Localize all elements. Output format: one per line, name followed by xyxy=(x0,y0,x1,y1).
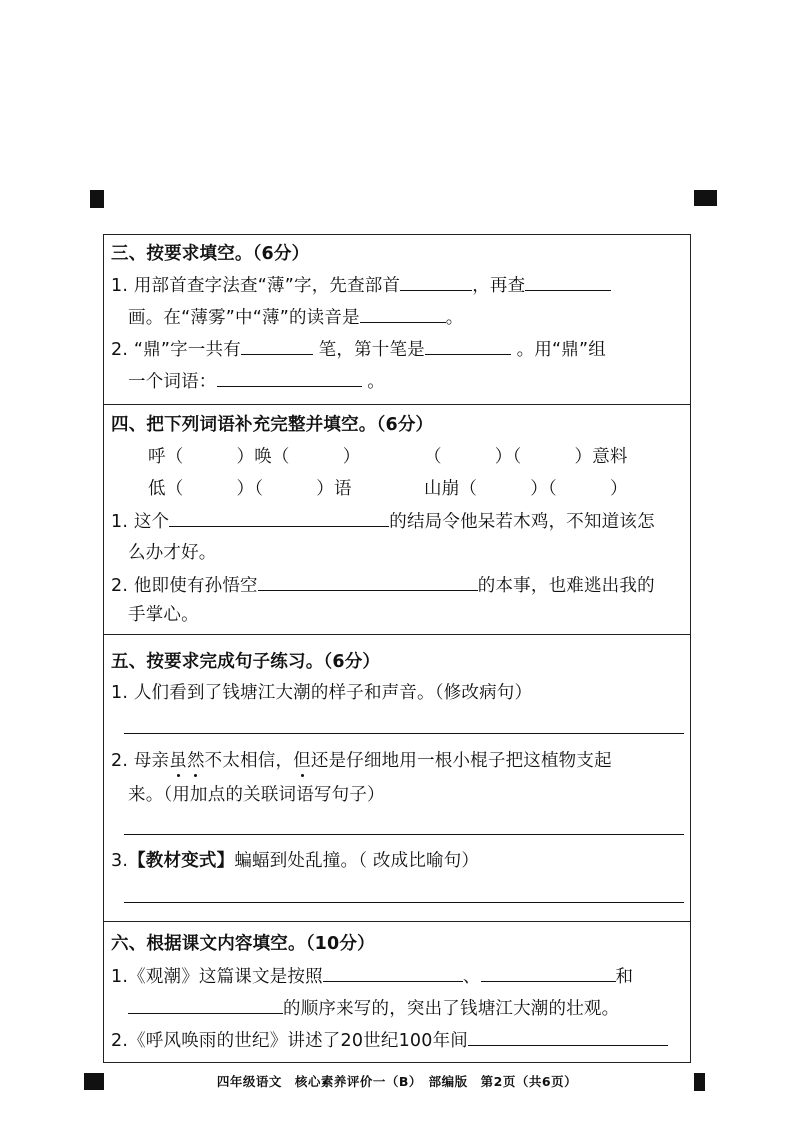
idiom-2: （ ）（ ）意料 xyxy=(424,447,628,467)
blank-radical[interactable] xyxy=(400,274,472,291)
idiom-3: 低（ ）（ ）语 xyxy=(148,479,352,499)
blank-idiom-2[interactable] xyxy=(258,574,478,591)
blank-tenth-stroke[interactable] xyxy=(425,338,511,355)
answer-line-5-1[interactable] xyxy=(124,733,684,734)
question-6-2-line-1: 2.《呼风唤雨的世纪》讲述了20世纪100年间 xyxy=(111,1029,668,1052)
blank-word[interactable] xyxy=(217,370,362,387)
exam-sheet xyxy=(103,234,691,1063)
blank-strokes[interactable] xyxy=(525,274,611,291)
blank-stroke-count[interactable] xyxy=(241,338,313,355)
section-6 xyxy=(104,921,690,1064)
section-6-title: 六、根据课文内容填空。（10分） xyxy=(111,934,375,954)
dotted-char-1: 虽 xyxy=(169,751,187,771)
page-footer: 四年级语文 核心素养评价一（B） 部编版 第2页（共6页） xyxy=(216,1074,578,1089)
section-5 xyxy=(104,634,690,922)
question-5-1: 1. 人们看到了钱塘江大潮的样子和声音。（修改病句） xyxy=(111,683,533,703)
question-4-1-line-2: 么办才好。 xyxy=(128,543,217,563)
section-5-title: 五、按要求完成句子练习。（6分） xyxy=(111,652,381,672)
question-6-1-line-1: 1.《观潮》这篇课文是按照 、 和 xyxy=(111,967,634,987)
question-4-1-line-1: 1. 这个 的结局令他呆若木鸡，不知道该怎 xyxy=(111,512,655,532)
answer-line-5-2[interactable] xyxy=(124,834,684,835)
question-3-1-line-2: 画。在“薄雾”中“薄”的读音是 。 xyxy=(128,308,464,328)
registration-mark-top-left xyxy=(90,190,104,208)
question-5-3: 3.【教材变式】蝙蝠到处乱撞。（ 改成比喻句） xyxy=(111,851,480,871)
dotted-char-3: 但 xyxy=(293,751,311,771)
blank-century[interactable] xyxy=(468,1029,668,1046)
answer-line-5-3[interactable] xyxy=(124,902,684,903)
question-4-2-line-2: 手掌心。 xyxy=(128,605,199,625)
blank-order-2[interactable] xyxy=(481,965,616,982)
question-4-2-line-1: 2. 他即使有孙悟空 的本事，也难逃出我的 xyxy=(111,576,655,596)
question-3-1-line-1: 1. 用部首查字法查“薄”字，先查部首 ，再查 xyxy=(111,274,611,297)
textbook-variant-tag: 【教材变式】 xyxy=(128,851,235,871)
question-6-1-line-2: 的顺序来写的，突出了钱塘江大潮的壮观。 xyxy=(128,997,619,1020)
section-4-title: 四、把下列词语补充完整并填空。（6分） xyxy=(111,415,434,435)
section-3-title: 三、按要求填空。（6分） xyxy=(111,244,310,264)
blank-idiom-1[interactable] xyxy=(169,510,389,527)
idiom-1: 呼（ ）唤（ ） xyxy=(148,447,361,467)
registration-mark-top-right xyxy=(694,190,717,206)
blank-order-1[interactable] xyxy=(323,965,463,982)
question-3-2-line-1: 2. “鼎”字一共有 笔，第十笔是 。用“鼎”组 xyxy=(111,340,606,360)
idiom-4: 山崩（ ）（ ） xyxy=(424,479,628,499)
question-5-2-line-2: 来。（用加点的关联词语写句子） xyxy=(128,785,385,805)
question-5-2-line-1: 2. 母亲虽然不太相信，但还是仔细地用一根小棍子把这植物支起 xyxy=(111,751,612,771)
section-3 xyxy=(104,235,690,405)
dotted-char-2: 然 xyxy=(186,751,205,771)
question-3-2-line-2: 一个词语： 。 xyxy=(128,372,385,392)
blank-pronunciation[interactable] xyxy=(360,306,446,323)
section-4 xyxy=(104,404,690,635)
blank-order-3[interactable] xyxy=(128,997,283,1014)
